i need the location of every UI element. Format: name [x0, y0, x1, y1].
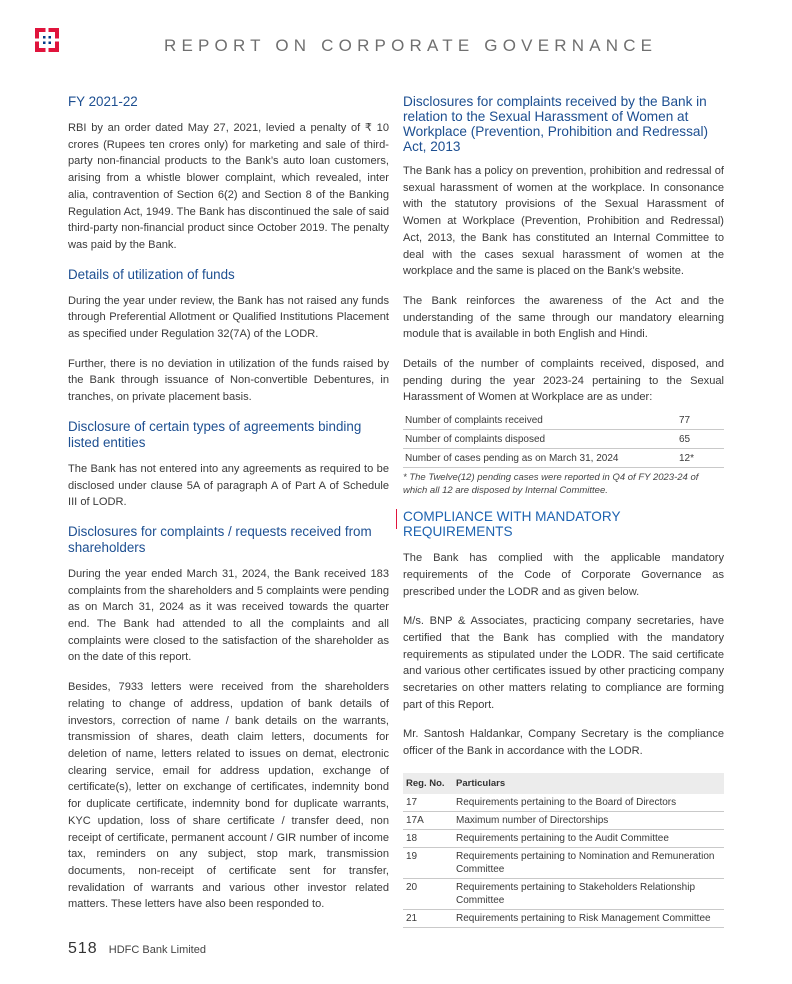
left-column [68, 94, 389, 926]
reg-particulars: Requirements pertaining to Risk Management Committee [453, 909, 724, 927]
page-footer [68, 940, 206, 958]
compliance-paragraph-2: M/s. BNP & Associates, practicing company secretaries, have certified that the Bank has complied with the mandatory requirements as stipulated under the LODR. The said certificate and various other certificates issued by other practicing company secretaries on other matters relating to compliance are forming part of this Report. [403, 615, 724, 711]
table-row [403, 878, 724, 909]
table-cell-label: Number of complaints disposed [403, 430, 677, 449]
compliance-paragraph-3: Mr. Santosh Haldankar, Company Secretary is the compliance officer of the Bank in accordance with the LODR. [403, 728, 724, 758]
reg-particulars: Requirements pertaining to Nomination and Remuneration Committee [453, 847, 724, 878]
reg-particulars: Requirements pertaining to the Board of Directors [453, 794, 724, 812]
reg-number: 18 [403, 829, 453, 847]
table-cell-label: Number of cases pending as on March 31, 2024 [403, 449, 677, 468]
table-row [403, 847, 724, 878]
column-header-particulars: Particulars [453, 773, 724, 794]
posh-table-footnote: * The Twelve(12) pending cases were reported in Q4 of FY 2023-24 of which all 12 are disposed by Internal Committee. [403, 472, 699, 496]
regulations-table [403, 773, 724, 928]
page-number: 518 [68, 940, 98, 957]
reg-particulars: Maximum number of Directorships [453, 811, 724, 829]
table-row [403, 794, 724, 812]
table-cell-label: Number of complaints received [403, 411, 677, 430]
posh-heading: Disclosures for complaints received by the Bank in relation to the Sexual Harassment of Women at Workplace (Prevention, Prohibition and Redressal) Act, 2013 [403, 94, 709, 154]
table-row [403, 449, 724, 468]
shareholder-complaints-paragraph-1: During the year ended March 31, 2024, the Bank received 183 complaints from the shareholders and 5 complaints were pending as on March 31, 2024 as it was received towards the quarter end. The Bank had attended to all the complaints and all complaints were closed to the satisfaction of the shareholder as on the date of this report. [68, 567, 389, 664]
hdfc-bank-logo [35, 28, 59, 52]
agreements-paragraph: The Bank has not entered into any agreements as required to be disclosed under clause 5A of paragraph A of Part A of Schedule III of LODR. [68, 462, 389, 509]
table-row [403, 829, 724, 847]
reg-number: 17A [403, 811, 453, 829]
funds-paragraph-1: During the year under review, the Bank has not raised any funds through Preferential Allotment or Qualified Institutions Placement as specified under Regulation 32(7A) of the LODR. [68, 294, 389, 341]
column-header-reg-no: Reg. No. [403, 773, 453, 794]
table-cell-value: 65 [677, 430, 724, 449]
reg-number: 20 [403, 878, 453, 909]
table-row [403, 411, 724, 430]
page-header-title: REPORT ON CORPORATE GOVERNANCE [164, 36, 658, 55]
posh-paragraph-1: The Bank has a policy on prevention, prohibition and redressal of sexual harassment of women at the workplace. In consonance with the statutory provisions of the Sexual Harassment of Women at Workplace (Prevention, Prohibition and Redressal) Act, 2013, the Bank has constituted an Internal Committee to deal with the cases sexual harassment of women at the workplace and the same is placed on the Bank’s website. [403, 165, 724, 278]
compliance-heading: COMPLIANCE WITH MANDATORY REQUIREMENTS [403, 509, 621, 540]
table-cell-value: 77 [677, 411, 724, 430]
posh-paragraph-2: The Bank reinforces the awareness of the Act and the understanding of the same through our mandatory elearning module that is available in both English and Hindi. [403, 294, 724, 341]
posh-complaints-table [403, 411, 724, 468]
shareholder-complaints-paragraph-2: Besides, 7933 letters were received from the shareholders relating to change of address, updation of bank details of investors, correction of name / bank details on the warrants, transmission of shares, death claim letters, documents for deletion of name, letters related to issues on demat, electronic clearing service, email for address updation, exchange of certificate(s), letter on exchange of certificates, indemnity bond for duplicate certificate, indemnity bond for duplicate warrants, KYC updation, loss of share certificate / transfer deed, non receipt of certificate, permanent account / GIR number of income tax, reminders on any subject, stop mark, transmission documents, non-receipt of certificate sent for transfer, revalidation of warrants and various other investor related matters. These letters have also been responded to. [68, 681, 389, 911]
company-name: HDFC Bank Limited [108, 944, 206, 956]
reg-number: 17 [403, 794, 453, 812]
funds-paragraph-2: Further, there is no deviation in utilization of the funds raised by the Bank through issuance of Non-convertible Debentures, in tranches, on private placement basis. [68, 357, 389, 404]
table-header-row [403, 773, 724, 794]
fy-heading: FY 2021-22 [68, 94, 138, 109]
posh-paragraph-3: Details of the number of complaints received, disposed, and pending during the year 2023-24 pertaining to the Sexual Harassment of Women at Workplace are as under: [403, 358, 724, 404]
section-accent-bar [396, 509, 397, 529]
shareholder-complaints-heading: Disclosures for complaints / requests received from shareholders [68, 523, 372, 555]
table-row [403, 430, 724, 449]
funds-heading: Details of utilization of funds [68, 266, 235, 282]
compliance-paragraph-1: The Bank has complied with the applicable mandatory requirements of the Code of Corporate Governance as prescribed under the LODR and as given below. [403, 552, 724, 598]
right-column [403, 94, 724, 928]
agreements-heading: Disclosure of certain types of agreements binding listed entities [68, 418, 362, 450]
table-cell-value: 12* [677, 449, 724, 468]
reg-particulars: Requirements pertaining to the Audit Committee [453, 829, 724, 847]
reg-number: 21 [403, 909, 453, 927]
reg-particulars: Requirements pertaining to Stakeholders Relationship Committee [453, 878, 724, 909]
reg-number: 19 [403, 847, 453, 878]
fy-paragraph: RBI by an order dated May 27, 2021, levied a penalty of ₹ 10 crores (Rupees ten crores only) for marketing and sale of third-party non-financial products to the Bank’s auto loan customers, arising from a whistle blower complaint, which revealed, inter alia, contravention of Section 6(2) and Section 8 of the Banking Regulation Act, 1949. The Bank has discontinued the sale of said third-party non-financial product since October 2019. The penalty was paid by the Bank. [68, 122, 389, 251]
table-row [403, 811, 724, 829]
table-row [403, 909, 724, 927]
